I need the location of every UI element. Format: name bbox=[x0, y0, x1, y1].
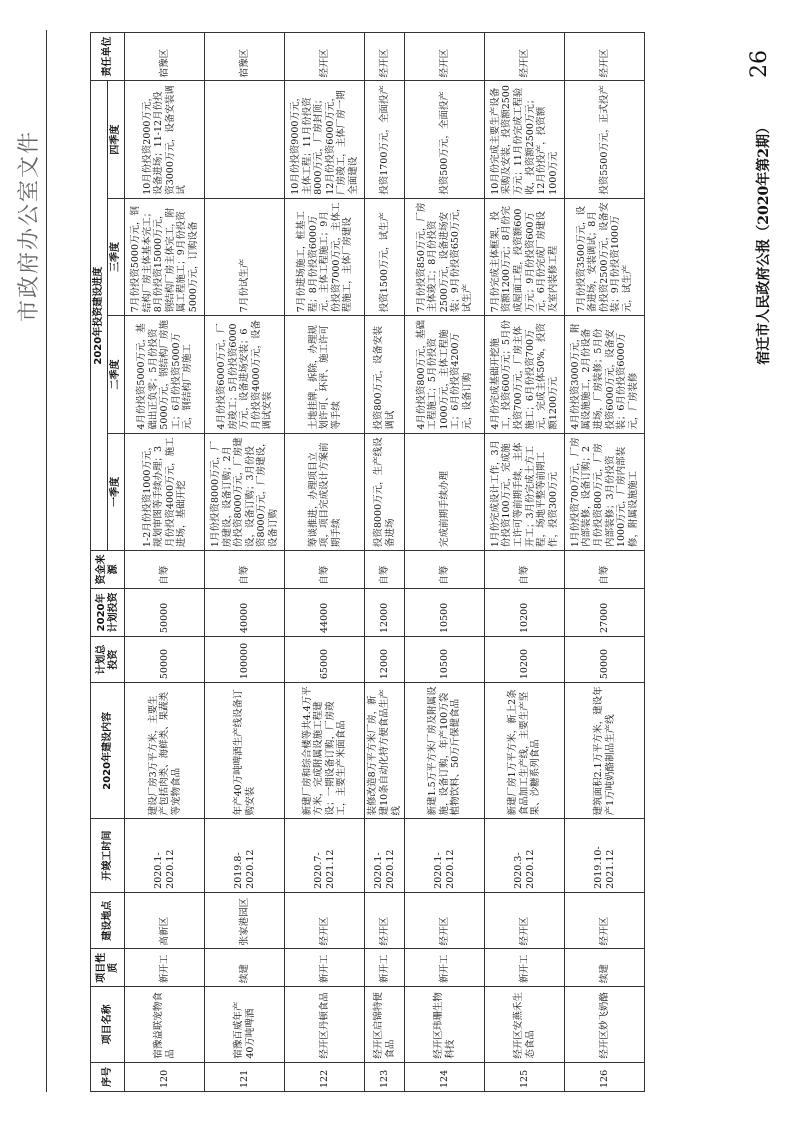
table-row bbox=[485, 33, 565, 1092]
header-total: 计划总投资 bbox=[91, 637, 125, 683]
cell-plan2020: 44000 bbox=[285, 588, 365, 636]
cell-q4: 投资5500万元，正式投产 bbox=[565, 81, 645, 198]
cell-content: 新建厂房和综合楼等共4.4万平方米，完成附属设施工程建设；一期设备订购，厂房竣工，主要生产米面食品 bbox=[285, 683, 365, 819]
cell-period: 2019.8-2020.12 bbox=[205, 819, 285, 892]
header-unit: 责任单位 bbox=[91, 33, 125, 81]
cell-source: 自筹 bbox=[565, 551, 645, 589]
header-content: 2020年建设内容 bbox=[91, 683, 125, 819]
cell-q2: 投资800万元，设备安装调试 bbox=[365, 316, 405, 433]
cell-q4: 10月份投资2000万元，设备进场；11-12月份投资3000万元，设备安装调试 bbox=[125, 81, 205, 198]
cell-total: 50000 bbox=[565, 637, 645, 683]
cell-source: 自筹 bbox=[405, 551, 485, 589]
cell-name: 经开区妙飞奶酪 bbox=[565, 987, 645, 1062]
header-nature: 项目性质 bbox=[91, 949, 125, 987]
cell-q3: 7月份投资5000万元，钢结构厂房主体基本完工；8月份投资15000万元，钢结构厂房主体完工，附属工程施工；9月份投资5000万元，订购设备 bbox=[125, 198, 205, 315]
cell-nature: 新开工 bbox=[285, 949, 365, 987]
cell-plan2020: 12000 bbox=[365, 588, 405, 636]
cell-unit: 宿豫区 bbox=[205, 33, 285, 81]
cell-q1: 筹谈推进，办理项目立项，项目完成设计方案前期手续 bbox=[285, 433, 365, 550]
header-plan2020: 2020年计划投资 bbox=[91, 588, 125, 636]
header-location: 建设地点 bbox=[91, 892, 125, 949]
cell-q1: 1月份完成设计工作，3月份投资100万元，完成施工许可等前期手续，主体开工；3月份完成土方工程，场地平整等前期工作，投资300万元 bbox=[485, 433, 565, 550]
cell-total: 65000 bbox=[285, 637, 365, 683]
cell-index: 120 bbox=[125, 1062, 205, 1091]
cell-name: 经开区启锦特便食品 bbox=[365, 987, 405, 1062]
table-row bbox=[285, 33, 365, 1092]
cell-name: 经开区安燕禾生态食品 bbox=[485, 987, 565, 1062]
cell-unit: 经开区 bbox=[285, 33, 365, 81]
cell-location: 经开区 bbox=[365, 892, 405, 949]
header-rule bbox=[46, 30, 47, 1092]
journal-title: 宿迁市人民政府公报（2020年第2期） bbox=[756, 120, 772, 365]
office-title: 市政府办公室文件 bbox=[17, 130, 42, 323]
header-q2: 二季度 bbox=[108, 316, 125, 433]
cell-q2: 4月份投资800万元，基础工程施工；5月份投资1000万元，主体工程施工；6月份投资4200万元，设备订购 bbox=[405, 316, 485, 433]
cell-content: 建设厂房3万平方米，主要生产包括肉类、海鲜类、果蔬类等宠物食品 bbox=[125, 683, 205, 819]
cell-period: 2020.3-2020.12 bbox=[485, 819, 565, 892]
cell-index: 122 bbox=[285, 1062, 365, 1091]
cell-name: 宿豫百威年产40万吨啤酒 bbox=[205, 987, 285, 1062]
cell-q2: 4月份投资6000万元，厂房竣工；5月份投资6000万元，设备进场安装；6月份投资4000万元，设备调试安装 bbox=[205, 316, 285, 433]
cell-source: 自筹 bbox=[125, 551, 205, 589]
cell-content: 年产40万吨啤酒生产线设备订购安装 bbox=[205, 683, 285, 819]
cell-location: 高新区 bbox=[125, 892, 205, 949]
cell-index: 125 bbox=[485, 1062, 565, 1091]
page-number: 26 bbox=[747, 50, 772, 78]
cell-period: 2020.1-2020.12 bbox=[405, 819, 485, 892]
cell-unit: 经开区 bbox=[405, 33, 485, 81]
cell-q1: 投资8000万元，生产线设备进场 bbox=[365, 433, 405, 550]
investment-plan-table bbox=[90, 32, 645, 1092]
cell-total: 12000 bbox=[365, 637, 405, 683]
cell-unit: 经开区 bbox=[365, 33, 405, 81]
cell-nature: 新开工 bbox=[485, 949, 565, 987]
cell-index: 121 bbox=[205, 1062, 285, 1091]
cell-content: 新建1.5万平方米厂房及附属设施，设备订购，年产100万袋植物饮料、50万斤保健食品 bbox=[405, 683, 485, 819]
cell-location: 经开区 bbox=[285, 892, 365, 949]
cell-source: 自筹 bbox=[285, 551, 365, 589]
cell-source: 自筹 bbox=[365, 551, 405, 589]
cell-unit: 经开区 bbox=[485, 33, 565, 81]
cell-q3: 投资1500万元，试生产 bbox=[365, 198, 405, 315]
cell-q3: 7月份完成主体框架，投资额1200万元；8月份完成屋面工程，投资额600万元；9月份投资600万元，6月份完成厂房建设及室内装修工程 bbox=[485, 198, 565, 315]
cell-q1: 1-2月份投资1000万元，规划审图等手续办理；3月份投资4000万元，施工进场，基础开挖 bbox=[125, 433, 205, 550]
header-q4: 四季度 bbox=[108, 81, 125, 198]
cell-name: 经开区玮珊生物科技 bbox=[405, 987, 485, 1062]
cell-q2: 4月份投资3000万元，附属设施施工，2月份设备进场，厂房装修；5月份投资6000万元，设备安装；6月份投资6000万元，厂房装修 bbox=[565, 316, 645, 433]
cell-nature: 续建 bbox=[565, 949, 645, 987]
cell-source: 自筹 bbox=[205, 551, 285, 589]
cell-plan2020: 40000 bbox=[205, 588, 285, 636]
cell-q4: 投资500万元，全面投产 bbox=[405, 81, 485, 198]
cell-content: 新建厂房1万平方米，新上2条食品加工生产线，主要生产坚果、沙糖系列食品 bbox=[485, 683, 565, 819]
header-period: 开竣工时间 bbox=[91, 819, 125, 892]
table-row bbox=[205, 33, 285, 1092]
cell-plan2020: 10200 bbox=[485, 588, 565, 636]
cell-q2: 4月份投资5000万元，基础出正负零；5月份投资5000万元，钢结构厂房施工；6月份投资5000万元，钢结构厂房施工 bbox=[125, 316, 205, 433]
table-row bbox=[405, 33, 485, 1092]
cell-plan2020: 27000 bbox=[565, 588, 645, 636]
cell-period: 2020.7-2021.12 bbox=[285, 819, 365, 892]
table-row bbox=[365, 33, 405, 1092]
header-source: 资金来源 bbox=[91, 551, 125, 589]
cell-period: 2020.1-2020.12 bbox=[125, 819, 205, 892]
cell-location: 经开区 bbox=[405, 892, 485, 949]
cell-q4: 10月份完成主要生产设备采购及安装，投资额2500万元；11月份完成工程验收，投资额2500万元；12月份投产，投资额1000万元 bbox=[485, 81, 565, 198]
cell-location: 经开区 bbox=[485, 892, 565, 949]
cell-location: 经开区 bbox=[565, 892, 645, 949]
cell-total: 50000 bbox=[125, 637, 205, 683]
cell-nature: 新开工 bbox=[125, 949, 205, 987]
table-row bbox=[125, 33, 205, 1092]
table-body bbox=[125, 33, 645, 1092]
cell-name: 经开区丹顿食品 bbox=[285, 987, 365, 1062]
cell-q2: 土地挂牌，拆除，办理规划许可、环评、施工许可等手续 bbox=[285, 316, 365, 433]
cell-location: 张家港园区 bbox=[205, 892, 285, 949]
cell-period: 2019.10-2021.12 bbox=[565, 819, 645, 892]
cell-q1: 完成前期手续办理 bbox=[405, 433, 485, 550]
cell-period: 2020.1-2020.12 bbox=[365, 819, 405, 892]
cell-content: 建筑面积2.1万平方米，建设年产1万吨奶酪制品生产线 bbox=[565, 683, 645, 819]
page-header bbox=[8, 30, 48, 1092]
cell-q2: 4月份完成基础开挖施工，投资600万元；5月份投资700万元，厂房主体施工；6月份投资700万元，完成主体50%，投资额1200万元 bbox=[485, 316, 565, 433]
cell-nature: 新开工 bbox=[365, 949, 405, 987]
cell-unit: 宿豫区 bbox=[125, 33, 205, 81]
cell-q4 bbox=[205, 81, 285, 198]
cell-q1: 1月份投资700万元，厂房内部装修，设备订购；2月份投资800万元，厂房内部装修；3月份投资1000万元，厂房内部装修，附属设施施工 bbox=[565, 433, 645, 550]
cell-q3: 7月份投资3500万元，设备进场，安装调试；8月份投资2500万元，设备安装；9月份投资1000万元，试生产 bbox=[565, 198, 645, 315]
header-index: 序号 bbox=[91, 1062, 125, 1091]
cell-q4: 10月份投资9000万元，主体工程；11月份投资8000万元，厂房封顶；12月份投资6000万元，厂房竣工，主体厂房一期全面建设 bbox=[285, 81, 365, 198]
cell-index: 126 bbox=[565, 1062, 645, 1091]
cell-content: 装修改造8万平方米厂房，新建10条自动化特方便食品生产线 bbox=[365, 683, 405, 819]
cell-q3: 7月份试生产 bbox=[205, 198, 285, 315]
cell-index: 123 bbox=[365, 1062, 405, 1091]
cell-q3: 7月份进场施工，桩基工程；8月份投资6000万元，主体工程施工；9月份投资7000万元，主体工程施工，主体厂房建设 bbox=[285, 198, 365, 315]
table-row bbox=[565, 33, 645, 1092]
cell-q4: 投资1700万元，全面投产 bbox=[365, 81, 405, 198]
cell-nature: 续建 bbox=[205, 949, 285, 987]
header-q3: 三季度 bbox=[108, 198, 125, 315]
page-footer bbox=[745, 30, 785, 1092]
cell-unit: 经开区 bbox=[565, 33, 645, 81]
cell-nature: 新开工 bbox=[405, 949, 485, 987]
cell-q3: 7月份投资850万元，厂房主体竣工；8月份投资2500万元，设备进场安装；9月份投资650万元，试生产 bbox=[405, 198, 485, 315]
cell-q1: 1月份投资8000万元，厂房建设，设备订购；2月份投资8000万元，厂房建设，设备订购；3月份投资8000万元，厂房建设，设备订购 bbox=[205, 433, 285, 550]
cell-index: 124 bbox=[405, 1062, 485, 1091]
cell-plan2020: 10500 bbox=[405, 588, 485, 636]
cell-source: 自筹 bbox=[485, 551, 565, 589]
cell-plan2020: 50000 bbox=[125, 588, 205, 636]
cell-total: 10200 bbox=[485, 637, 565, 683]
cell-total: 100000 bbox=[205, 637, 285, 683]
header-row-1 bbox=[91, 33, 108, 1092]
header-progress-group: 2020年投资建设进度 bbox=[91, 81, 108, 551]
header-name: 项目名称 bbox=[91, 987, 125, 1062]
cell-name: 宿豫益联宠物食品 bbox=[125, 987, 205, 1062]
cell-total: 10500 bbox=[405, 637, 485, 683]
header-q1: 一季度 bbox=[108, 433, 125, 550]
